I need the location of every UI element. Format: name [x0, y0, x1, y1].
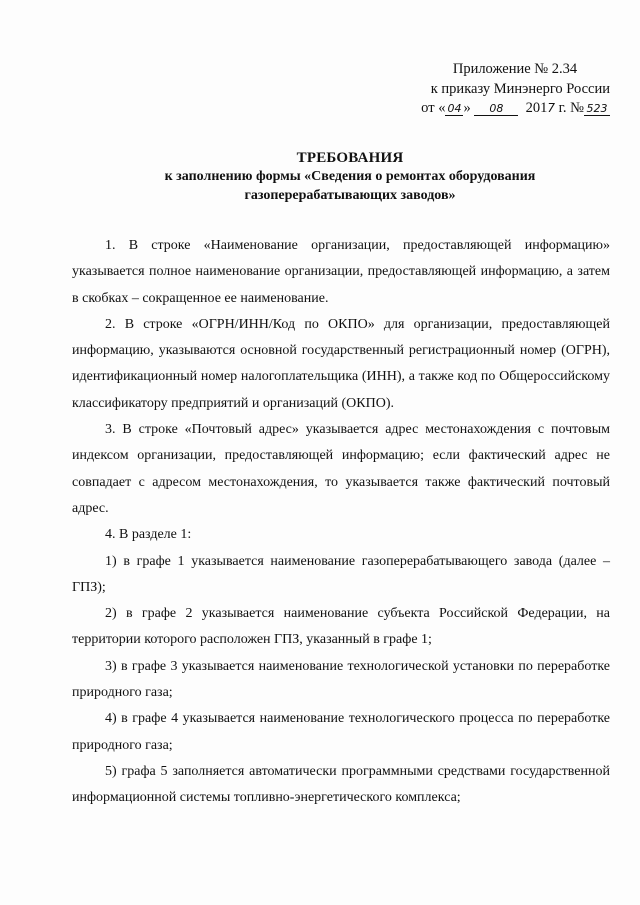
- appendix-date-line: [380, 99, 610, 119]
- document-body: [72, 233, 610, 812]
- paragraph-1: 1. В строке «Наименование организации, предоставляющей информацию» указывается полное наименование организации, предоставляющей информацию, а затем в скобках – сокращенное ее наименование.: [72, 238, 610, 306]
- year-prefix: 201: [525, 100, 548, 116]
- paragraph-4: 4. В разделе 1:: [105, 527, 192, 543]
- list-item-3: 3) в графе 3 указывается наименование технологической установки по переработке природного газа;: [72, 658, 610, 701]
- appendix-order-ref: к приказу Минэнерго России: [430, 80, 610, 97]
- date-mid: »: [463, 100, 471, 116]
- date-prefix: от «: [421, 100, 446, 116]
- handwritten-month: 08: [474, 102, 518, 116]
- list-item-4: 4) в графе 4 указывается наименование технологического процесса по переработке природного газа;: [72, 711, 610, 753]
- list-item-1: 1) в графе 1 указывается наименование газоперерабатывающего завода (далее – ГПЗ);: [72, 553, 610, 595]
- year-suffix: г. №: [554, 100, 584, 116]
- document-title: ТРЕБОВАНИЯ: [296, 150, 404, 166]
- handwritten-order-number: 523: [584, 102, 610, 116]
- list-item-5: 5) графа 5 заполняется автоматически программными средствами государственной информационной системы топливно-энергетического комплекса;: [72, 763, 610, 806]
- appendix-block: [380, 60, 610, 119]
- list-item-2: 2) в графе 2 указывается наименование субъекта Российской Федерации, на территории которого расположен ГПЗ, указанный в графе 1;: [72, 606, 610, 648]
- paragraph-3: 3. В строке «Почтовый адрес» указывается адрес местонахождения с почтовым индексом организации, предоставляющей информацию; если фактический адрес не совпадает с адресом местонахождения, то указывается также фактический почтовый адрес.: [72, 422, 610, 516]
- document-subtitle-line2: газоперерабатывающих заводов»: [244, 188, 456, 203]
- paragraph-2: 2. В строке «ОГРН/ИНН/Код по ОКПО» для организации, предоставляющей информацию, указываются основной государственный регистрационный номер (ОГРН), идентификационный номер налогоплательщика (ИНН), а также код по Общероссийскому классификатору предприятий и организаций (ОКПО).: [72, 316, 610, 411]
- handwritten-year-digit: 7: [547, 101, 555, 115]
- appendix-title: Приложение № 2.34: [452, 61, 578, 77]
- handwritten-day: 04: [447, 102, 462, 115]
- document-subtitle-line1: к заполнению формы «Сведения о ремонтах оборудования: [164, 169, 536, 184]
